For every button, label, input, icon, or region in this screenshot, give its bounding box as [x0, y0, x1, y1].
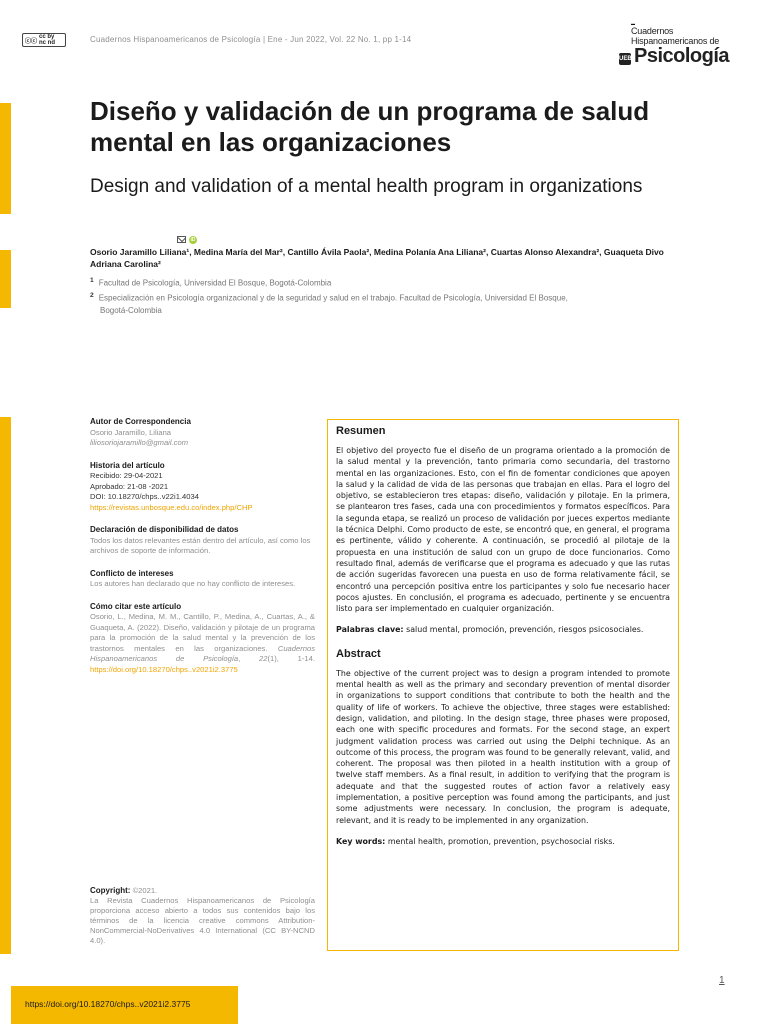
orcid-icon[interactable]: iD	[190, 237, 196, 243]
history-block	[90, 461, 315, 514]
abstract-text: The objective of the current project was to design a program intended to promote mental health as well as the primary and secondary prevention of mental disorder in organizations to support conditions that contribute to both the health and the quality of life of workers. To achieve the objective, three stages were established: design, validation, and piloting. In the design stage, three phases were proposed, each one with specific procedures and formats. For the second stage, an expert judgment validation process was carried out using the Delphi technique. As an outcome of this process, the program was found to be generally relevant, valid, and coherent. The proposal was then piloted in a health institution with a group of twelve staff members. As a final result, in addition to verifying that the program is adequate and that the suggested routes of action favor a relatively easy implementation, a positive perception was found among the participants, and just some adjustments were necessary. In conclusion, the program is adequate, relevant, and it is ready to be implemented in any organization.	[336, 668, 670, 825]
citation-pages: (1), 1-14.	[267, 654, 315, 663]
affiliation-text-cont: Bogotá-Colombia	[100, 305, 162, 315]
history-heading: Historia del artículo	[90, 460, 165, 470]
creative-commons-icon: ⓒⓒ	[25, 38, 38, 45]
data-availability-heading: Declaración de disponibilidad de datos	[90, 525, 239, 534]
affiliation	[90, 275, 331, 290]
affiliation-number: 2	[90, 292, 94, 299]
article-title-en: Design and validation of a mental health program in organizations	[90, 176, 643, 197]
correspondence-email[interactable]: liliosoriojaramillo@gmail.com	[90, 438, 189, 447]
doi-footer-link[interactable]: https://doi.org/10.18270/chps..v2021i2.3775	[11, 986, 238, 1024]
correspondence-name: Osorio Jaramillo, Liliana	[90, 427, 172, 437]
license-badge-text: cc by nc nd	[39, 34, 56, 46]
conflict-heading: Conflicto de intereses	[90, 568, 174, 578]
journal-header: Cuadernos Hispanoamericanos de Psicología | Ene - Jun 2022, Vol. 22 No. 1, pp 1-14	[90, 35, 412, 44]
affiliation-text: Especialización en Psicología organizacional y de la seguridad y salud en el trabajo. Facultad de Psicología, Universidad El Bosque,	[98, 293, 568, 303]
resumen-heading: Resumen	[336, 425, 386, 437]
article-info-sidebar	[90, 417, 315, 687]
copyright-block	[90, 886, 315, 946]
conflict-block	[90, 569, 315, 590]
citation-doi-link[interactable]: https://doi.org/10.18270/chps..v2021i2.3775	[90, 664, 238, 674]
citation-volume: 22	[259, 654, 268, 663]
university-logo-icon: UEB	[619, 53, 631, 65]
copyright-year: ©2021.	[132, 886, 158, 895]
correspondence-heading: Autor de Correspondencia	[90, 417, 191, 426]
affiliation-number: 1	[90, 277, 94, 284]
citation-text: Osorio, L., Medina, M. M., Cantillo, P., Medina, A., Cuartas, A., & Guaqueta, A. (2022). Diseño, validación y pilotaje de un programa para la promoción de la salud mental y la prevención de los trastornos mentales en las organizaciones. Cuadernos Hispanoamericanos de Psicología, 22(1), 1-14. https://doi.org/10.18270/chps..v2021i2.3775	[90, 612, 315, 674]
abstract-box	[327, 419, 679, 951]
data-availability-block	[90, 525, 315, 557]
citation-heading: Cómo citar este artículo	[90, 601, 182, 611]
copyright-label: Copyright:	[90, 886, 131, 895]
journal-url-link[interactable]: https://revistas.unbosque.edu.co/index.php/CHP	[90, 502, 253, 512]
license-badge[interactable]	[22, 33, 66, 47]
logo-line-2: Hispanoamericanos de	[631, 36, 720, 46]
article-doi: DOI: 10.18270/chps..v22i1.4034	[90, 492, 199, 501]
article-title-es: Diseño y validación de un programa de salud mental en las organizaciones	[90, 96, 650, 157]
abstract-heading: Abstract	[336, 647, 381, 660]
accent-bar	[0, 417, 11, 954]
abstract-keywords	[336, 836, 670, 847]
email-icon[interactable]	[177, 236, 186, 243]
citation-body: Osorio, L., Medina, M. M., Cantillo, P., Medina, A., Cuartas, A., & Guaqueta, A. (2022). Diseño, validación y pilotaje de un programa para la promoción de la salud mental y la prevención de los trastornos mentales en las organizaciones.	[90, 612, 315, 653]
abstract-keywords-label: Key words:	[336, 836, 386, 846]
resumen-keywords-label: Palabras clave:	[336, 625, 404, 635]
page-number: 1	[719, 975, 725, 986]
resumen-text: El objetivo del proyecto fue el diseño de un programa orientado a la promoción de la salud mental y la prevención, tanto primaria como secundaria, del trastorno mental en las organizaciones. Esto, con el fin de fomentar condiciones que apoyen la salud y la calidad de vida de las personas que trabajan en ellas. Para el logro del objetivo, se establecieron tres etapas: diseño, validación y pilotaje. En la primera, se plantearon tres fases, cada una con procedimientos y formatos específicos. Para la segunda etapa, se realizó un proceso de validación por jueces expertos mediante la técnica Delphi. Como producto de este, se encontró que, en general, el programa es pertinente, válido y coherente. A continuación, se procedió al pilotaje de la propuesta en una institución de salud con un grupo de doce funcionarios. Como resultado final, además de verificarse que el programa es adecuado y que las rutas de acción sugeridas favorecen una puesta en uso de forma relativamente fácil, se encontró una percepción positiva entre los participantes y solo fue necesario hacer pocos ajustes. En conclusión, el programa es adecuado, pertinente y se encuentra listo para ser implementado en cualquier organización.	[336, 446, 670, 614]
abstract-keywords-value: mental health, promotion, prevention, psychosocial risks.	[385, 836, 615, 846]
approved-date: Aprobado: 21-08 -2021	[90, 481, 169, 491]
author-contact-icons	[177, 236, 197, 244]
accent-bar	[0, 103, 11, 214]
citation-block	[90, 602, 315, 676]
conflict-text: Los autores han declarado que no hay conflicto de intereses.	[90, 579, 296, 588]
affiliation	[90, 290, 690, 317]
data-availability-text: Todos los datos relevantes están dentro del artículo, así como los archivos de soporte de información.	[90, 535, 311, 555]
affiliation-text: Facultad de Psicología, Universidad El Bosque, Bogotá-Colombia	[98, 278, 332, 288]
author-list: Osorio Jaramillo Liliana¹, Medina María del Mar², Cantillo Ávila Paola², Medina Polanía Ana Liliana², Cuartas Alonso Alexandra², Guaqueta Divo Adriana Carolina²	[90, 247, 664, 269]
resumen-keywords-value: salud mental, promoción, prevención, riesgos psicosociales.	[403, 625, 644, 635]
logo-line-3: Psicología	[634, 45, 730, 67]
logo-line-1: Cuadernos	[631, 26, 674, 36]
accent-bar	[0, 250, 11, 308]
copyright-text: La Revista Cuadernos Hispanoamericanos de Psicología proporciona acceso abierto a todos sus contenidos bajo los términos de la licencia creative commons Attribution-NonCommercial-NoDerivatives 4.0 International (CC BY-NCND 4.0).	[90, 896, 315, 945]
journal-logo	[617, 18, 730, 70]
logo-mini-mark: ▬	[631, 21, 635, 26]
received-date: Recibido: 29-04-2021	[90, 471, 163, 480]
correspondence-block	[90, 417, 315, 449]
citation-journal: Cuadernos Hispanoamericanos de Psicología	[90, 643, 315, 663]
resumen-keywords	[336, 624, 670, 635]
